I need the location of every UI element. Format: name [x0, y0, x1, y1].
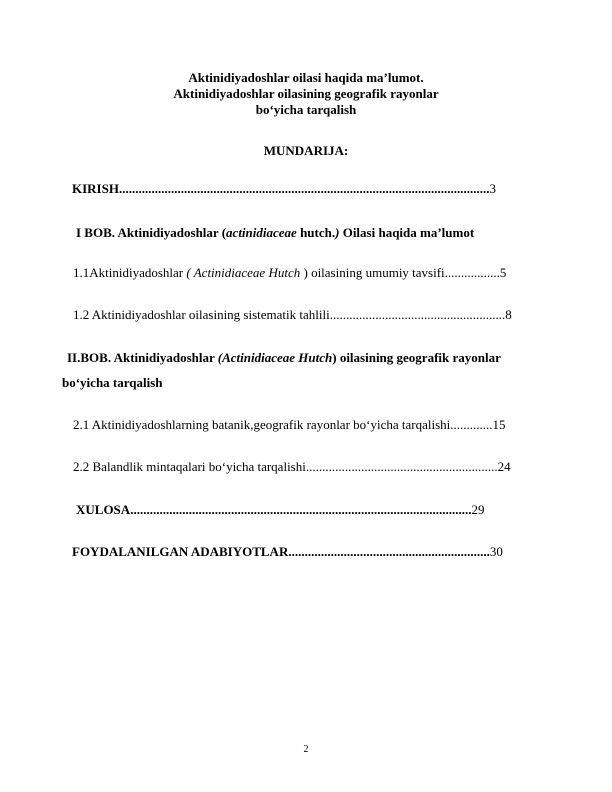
toc-entry-conclusion[interactable]	[76, 502, 484, 518]
toc-label-italic: (Actinidiaceae Hutch	[217, 350, 333, 365]
title-line-2: Aktinidiyadoshlar oilasining geografik rayonlar	[173, 86, 439, 101]
toc-label: bo‘yicha tarqalish	[62, 375, 163, 390]
toc-page-number: 8	[505, 307, 512, 322]
toc-label-italic: )	[335, 225, 340, 240]
toc-entry-intro[interactable]	[72, 181, 496, 197]
toc-label: hutch.	[296, 225, 336, 240]
toc-label: XULOSA	[76, 502, 131, 517]
toc-leader-dots: ...........................................................	[305, 459, 498, 474]
toc-page-number: 15	[492, 417, 506, 432]
toc-label: 1.2 Aktinidiyadoshlar oilasining sistematik tahlili	[73, 307, 330, 322]
toc-label: Oilasi haqida ma’lumot	[339, 225, 475, 240]
toc-page-number: 3	[489, 181, 496, 196]
toc-label: Aktinidiyadoshlar	[89, 265, 187, 280]
toc-leader-dots: ..................................................................................................................	[118, 181, 490, 196]
title-line-3: bo‘yicha tarqalish	[255, 102, 357, 117]
toc-leader-dots: .........................................................................................................	[130, 502, 472, 517]
toc-entry-1-2[interactable]	[73, 307, 512, 323]
toc-leader-dots: .................	[444, 265, 500, 280]
toc-label: FOYDALANILGAN ADABIYOTLAR	[72, 544, 289, 559]
toc-label: 2.2 Balandlik mintaqalari bo‘yicha tarqalishi	[73, 459, 306, 474]
toc-entry-references[interactable]	[72, 544, 503, 560]
toc-entry-1-1[interactable]	[73, 265, 506, 281]
toc-label-italic: actinidiaceae	[226, 225, 297, 240]
title-line-1: Aktinidiyadoshlar oilasi haqida ma’lumot.	[188, 70, 424, 85]
toc-leader-dots: ......................................................	[329, 307, 506, 322]
toc-label-italic: ( Actinidiaceae Hutch	[186, 265, 304, 280]
toc-page-number: 30	[489, 544, 503, 559]
toc-label: 2.1 Aktinidiyadoshlarning batanik,geografik rayonlar bo‘yicha tarqalishi	[73, 417, 451, 432]
toc-leader-dots: ..............................................................	[288, 544, 490, 559]
toc-label: ) oilasining geografik rayonlar	[332, 350, 501, 365]
toc-entry-2-1[interactable]	[73, 417, 506, 433]
page-number: 2	[303, 744, 309, 755]
toc-entry-2-2[interactable]	[73, 459, 511, 475]
toc-label: ) oilasining umumiy tavsifi	[303, 265, 445, 280]
toc-page-number: 5	[499, 265, 507, 280]
document-title	[0, 70, 612, 118]
toc-chapter-2-line-2[interactable]	[62, 375, 163, 391]
toc-leader-dots: .............	[450, 417, 493, 432]
toc-page-number: 29	[471, 502, 485, 517]
toc-chapter-2[interactable]	[67, 350, 501, 366]
toc-number: 1.1	[73, 265, 90, 280]
toc-label: II.BOB. Aktinidiyadoshlar	[67, 350, 218, 365]
toc-label: I BOB. Aktinidiyadoshlar (	[76, 225, 227, 240]
toc-page-number: 24	[497, 459, 511, 474]
toc-label: KIRISH	[72, 181, 119, 196]
toc-chapter-1[interactable]	[76, 225, 474, 241]
contents-heading: MUNDARIJA:	[263, 143, 349, 158]
